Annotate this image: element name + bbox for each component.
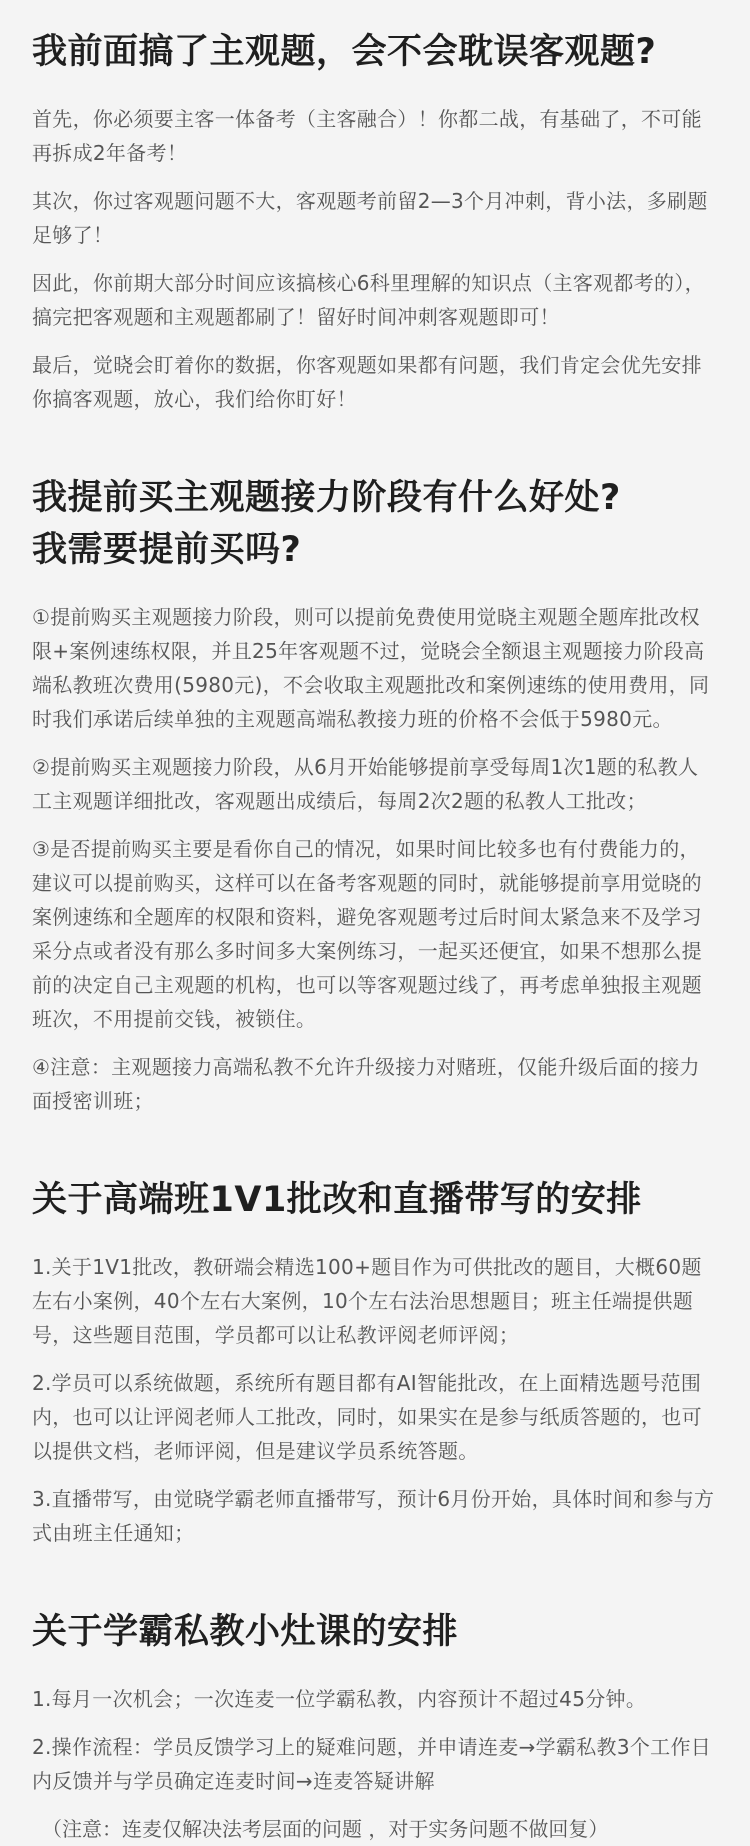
section-body <box>32 102 718 416</box>
paragraph: 1.关于1V1批改，教研端会精选100+题目作为可供批改的题目，大概60题左右小案例，40个左右大案例，10个左右法治思想题目；班主任端提供题号，这些题目范围，学员都可以让私教评阅老师评阅； <box>32 1255 702 1347</box>
paragraph: ①提前购买主观题接力阶段，则可以提前免费使用觉晓主观题全题库批改权限+案例速练权限，并且25年客观题不过，觉晓会全额退主观题接力阶段高端私教班次费用(5980元)，不会收取主观题批改和案例速练的使用费用，同时我们承诺后续单独的主观题高端私教接力班的价格不会低于5980元。 <box>32 605 710 731</box>
paragraph: 2.学员可以系统做题，系统所有题目都有AI智能批改，在上面精选题号范围内，也可以让评阅老师人工批改，同时，如果实在是参与纸质答题的，也可以提供文档，老师评阅，但是建议学员系统答题。 <box>32 1371 702 1463</box>
paragraph: 最后，觉晓会盯着你的数据，你客观题如果都有问题，我们肯定会优先安排你搞客观题，放心，我们给你盯好！ <box>32 353 702 411</box>
paragraph: ②提前购买主观题接力阶段，从6月开始能够提前享受每周1次1题的私教人工主观题详细批改，客观题出成绩后，每周2次2题的私教人工批改； <box>32 755 699 813</box>
paragraph: 其次，你过客观题问题不大，客观题考前留2—3个月冲刺，背小法，多刷题足够了！ <box>32 189 708 247</box>
section-title-line: 我需要提前买吗? <box>32 530 302 570</box>
section-body <box>32 1250 718 1550</box>
paragraph: ③是否提前购买主要是看你自己的情况，如果时间比较多也有付费能力的，建议可以提前购买，这样可以在备考客观题的同时，就能够提前享用觉晓的案例速练和全题库的权限和资料，避免客观题考过后时间太紧急来不及学习采分点或者没有那么多时间多大案例练习，一起买还便宜，如果不想那么提前的决定自己主观题的机构，也可以等客观题过线了，再考虑单独报主观题班次，不用提前交钱，被锁住。 <box>32 837 702 1031</box>
note-text: （注意：连麦仅解决法考层面的问题 ，对于实务问题不做回复） <box>42 1817 609 1841</box>
section-body <box>32 1682 718 1798</box>
paragraph: 因此，你前期大部分时间应该搞核心6科里理解的知识点（主客观都考的），搞完把客观题和主观题都刷了！留好时间冲刺客观题即可！ <box>32 271 705 329</box>
section-body <box>32 600 718 1118</box>
section-title <box>32 472 718 576</box>
faq-section-objective <box>32 26 718 416</box>
faq-section-early-purchase <box>32 472 718 1118</box>
paragraph: 2.操作流程：学员反馈学习上的疑难问题，并申请连麦→学霸私教3个工作日内反馈并与学员确定连麦时间→连麦答疑讲解 <box>32 1735 712 1793</box>
section-title-line: 我提前买主观题接力阶段有什么好处? <box>32 478 621 518</box>
paragraph: 3.直播带写，由觉晓学霸老师直播带写，预计6月份开始，具体时间和参与方式由班主任通知； <box>32 1487 715 1545</box>
faq-section-private-tutor <box>32 1606 718 1846</box>
paragraph: 首先，你必须要主客一体备考（主客融合）！你都二战，有基础了，不可能再拆成2年备考！ <box>32 107 702 165</box>
section-title <box>32 1174 718 1226</box>
faq-section-1v1-review <box>32 1174 718 1550</box>
paragraph: ④注意：主观题接力高端私教不允许升级接力对赌班，仅能升级后面的接力面授密训班； <box>32 1055 700 1113</box>
paragraph: 1.每月一次机会；一次连麦一位学霸私教，内容预计不超过45分钟。 <box>32 1687 647 1711</box>
section-title-line: 关于高端班1V1批改和直播带写的安排 <box>32 1180 642 1220</box>
section-title-line: 关于学霸私教小灶课的安排 <box>32 1612 459 1652</box>
section-title <box>32 1606 718 1658</box>
section-title <box>32 26 718 78</box>
section-title-line: 我前面搞了主观题，会不会耽误客观题? <box>32 32 657 72</box>
